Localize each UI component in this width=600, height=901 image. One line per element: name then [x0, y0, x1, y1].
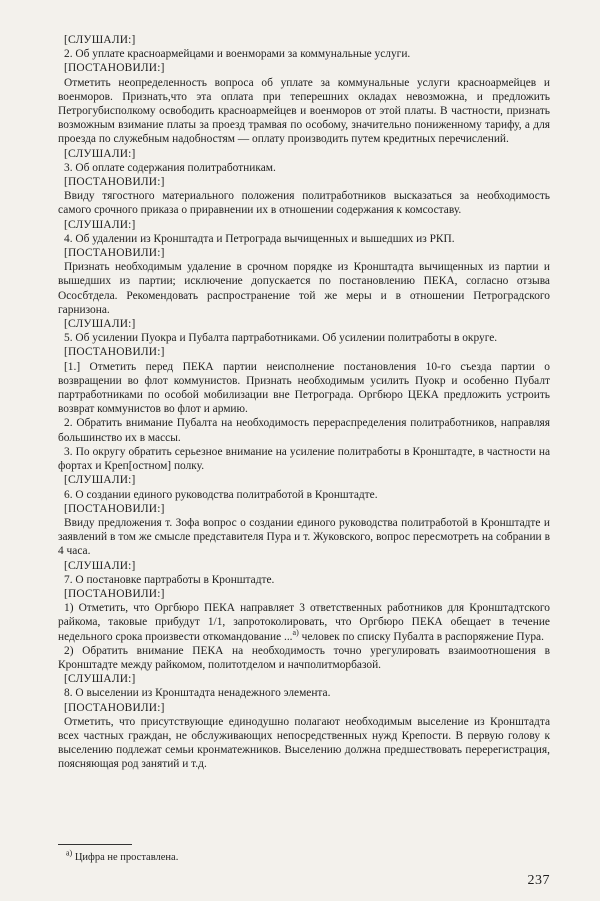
resolution-paragraph: Ввиду тягостного материального положения политработников высказаться за необходимость самого срочного приказа о приравнении их в отношении содержания к комсоставу.: [58, 190, 550, 217]
text-segment: 1) Отметить, что Оргбюро ПЕКА направляет 3 ответственных работников для Кронштадтского райкома, таковые прибудут 1/1, запротоколировать, что Оргбюро ПЕКА обещает в течение недельного срока произвести откомандование ...: [58, 602, 550, 643]
section-heading: [ПОСТАНОВИЛИ:]: [64, 247, 165, 260]
footnote-divider: [58, 844, 132, 845]
section-heading: [СЛУШАЛИ:]: [64, 34, 136, 46]
agenda-item: 5. Об усилении Пуокра и Пубалта партработниками. Об усилении политработы в округе.: [64, 332, 498, 345]
section-heading: [СЛУШАЛИ:]: [64, 318, 136, 331]
section-heading: [СЛУШАЛИ:]: [64, 218, 136, 231]
agenda-item: 7. О постановке партработы в Кронштадте.: [64, 573, 275, 586]
section-heading: [ПОСТАНОВИЛИ:]: [64, 701, 165, 714]
footnote: [66, 848, 179, 864]
resolution-paragraph: Отметить неопределенность вопроса об уплате за коммунальные услуги красноармейцев и военморов. Признать,что эта оплата при теперешних окладах невозможна, и предложить Петрогубисполкому освободить красноармейцев и военморов от этой платы. В частности, признать возможным взимание платы за проезд трамвая по особому, значительно пониженному тарифу, а для проезда по служебным надобностям — оплату производить путем кредитных перечислений.: [58, 76, 550, 146]
resolution-paragraph: Признать необходимым удаление в срочном порядке из Кронштадта вычищенных из партии и вышедших из партии; исключение допускается по постановлению ПЕКА, согласно отзыва Ососбтдела. Рекомендовать распространение той же меры и в отношении Петроградского гарнизона.: [58, 261, 550, 316]
resolution-paragraph: 2) Обратить внимание ПЕКА на необходимость точно урегулировать взаимоотношения в Кронштадте между райкомом, политотделом и начполитморбазой.: [58, 644, 550, 671]
agenda-item: 2. Об уплате красноармейцами и военморами за коммунальные услуги.: [64, 48, 411, 61]
agenda-item: 4. Об удалении из Кронштадта и Петрограда вычищенных и вышедших из РКП.: [64, 232, 455, 245]
section-heading: [СЛУШАЛИ:]: [64, 559, 136, 572]
agenda-item: 8. О выселении из Кронштадта ненадежного элемента.: [64, 687, 331, 700]
agenda-item: 6. О создании единого руководства политработой в Кронштадте.: [64, 488, 378, 501]
section-heading: [СЛУШАЛИ:]: [64, 474, 136, 487]
footnote-text: Цифра не проставлена.: [74, 852, 179, 863]
section-heading: [ПОСТАНОВИЛИ:]: [64, 176, 165, 189]
protocol-text: [58, 33, 550, 772]
resolution-paragraph: 3. По округу обратить серьезное внимание на усиление политработы в Кронштадте, в частности на фортах и Креп[остном] полку.: [58, 445, 550, 473]
section-heading: [ПОСТАНОВИЛИ:]: [64, 502, 165, 515]
resolution-paragraph: Отметить, что присутствующие единодушно полагают необходимым выселение из Кронштадта всех частных граждан, не обслуживающих непосредственных нужд Крепости. В первую голову к выселению подлежат семьи кронматежников. Выселению должна предшествовать перерегистрация, поясняющая род занятий и т.д.: [58, 715, 550, 771]
section-heading: [СЛУШАЛИ:]: [64, 147, 136, 160]
footnote-marker: а): [66, 848, 73, 858]
agenda-item: 3. Об оплате содержания политработникам.: [64, 161, 276, 174]
resolution-paragraph: Ввиду предложения т. Зофа вопрос о создании единого руководства политработой в Кронштадте и заявлений в том же смысле представителя Пура и т. Жуковского, вопрос пересмотреть на собрании в 4 часа.: [58, 516, 550, 558]
section-heading: [ПОСТАНОВИЛИ:]: [64, 62, 165, 75]
section-heading: [ПОСТАНОВИЛИ:]: [64, 346, 165, 359]
footnote-marker: а): [292, 627, 299, 637]
section-heading: [СЛУШАЛИ:]: [64, 673, 136, 686]
text-segment: человек по списку Пубалта в распоряжение Пура.: [298, 630, 544, 643]
resolution-paragraph: 2. Обратить внимание Пубалта на необходимость перераспределения политработников, направляя большинство их в массы.: [58, 417, 550, 444]
section-heading: [ПОСТАНОВИЛИ:]: [64, 587, 165, 600]
resolution-paragraph: [1.] Отметить перед ПЕКА партии неисполнение постановления 10-го съезда партии о возвращении во флот коммунистов. Признать необходимым усилить Пуокр и особенно Пубалт партработниками по особой мобилизации вне Петрограда. Оргбюро ЦЕКА предложить устроить возврат коммунистов во флот и армию.: [58, 360, 550, 416]
page-number: 237: [527, 873, 550, 888]
resolution-paragraph: [58, 601, 550, 644]
